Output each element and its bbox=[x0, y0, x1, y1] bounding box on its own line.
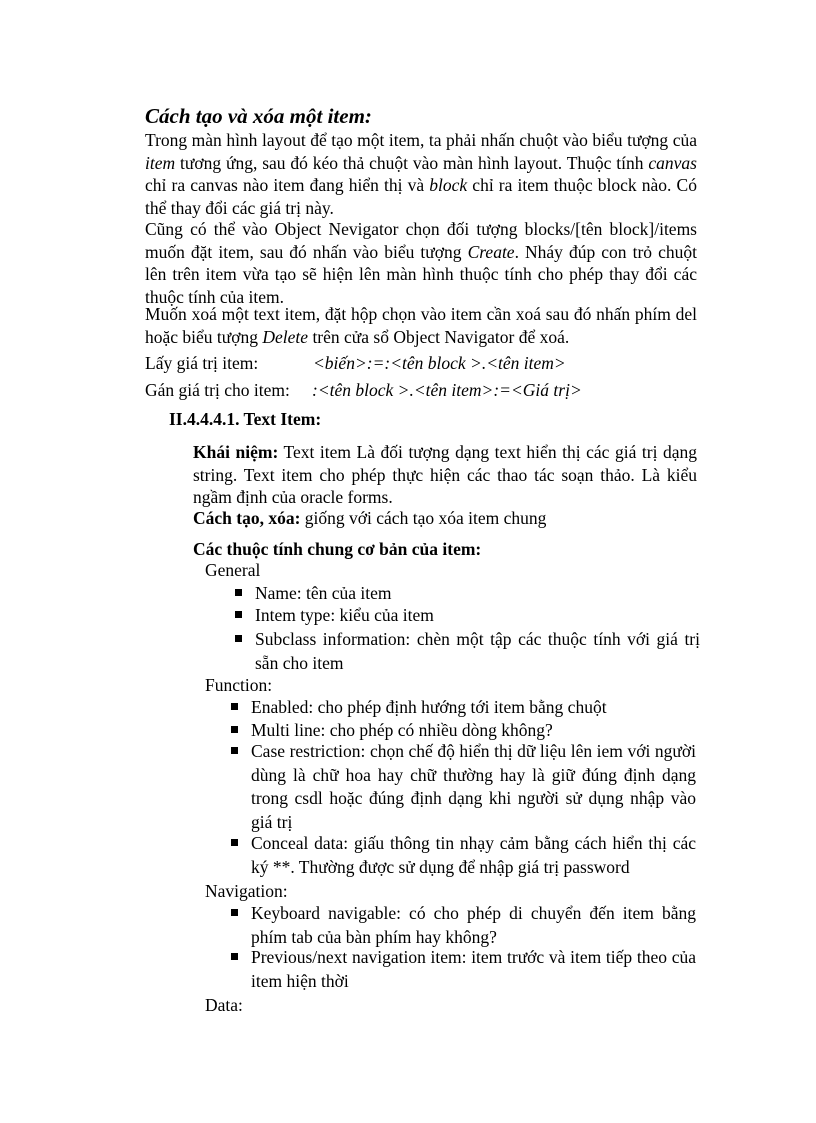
list-item: Conceal data: giấu thông tin nhạy cảm bằng cách hiển thị các ký **. Thường được sử dụng để nhập giá trị password bbox=[231, 832, 696, 879]
list-item: Multi line: cho phép có nhiều dòng không? bbox=[231, 719, 696, 743]
subsection-title: II.4.4.4.1. Text Item: bbox=[169, 409, 322, 429]
set-value-line bbox=[145, 379, 582, 401]
common-props-title: Các thuộc tính chung cơ bản của item: bbox=[193, 539, 482, 559]
list-item: Keyboard navigable: có cho phép di chuyển đến item bằng phím tab của bàn phím hay không? bbox=[231, 902, 696, 949]
common-props-heading bbox=[193, 538, 697, 561]
text-run: Trong màn hình layout để tạo một item, ta phải nhấn chuột vào biểu tượng của bbox=[145, 130, 697, 150]
section-title: Cách tạo và xóa một item: bbox=[145, 104, 372, 128]
list-item: Name: tên của item bbox=[235, 582, 700, 606]
paragraph-object-navigator bbox=[145, 218, 697, 308]
general-label: General bbox=[205, 560, 261, 580]
create-delete-paragraph bbox=[193, 507, 697, 530]
text-run-italic: Create bbox=[467, 241, 515, 262]
paragraph-delete-item bbox=[145, 303, 697, 348]
text-run: tương ứng, sau đó kéo thả chuột vào màn hình layout. Thuộc tính bbox=[175, 152, 649, 173]
data-label: Data: bbox=[205, 995, 243, 1015]
set-value-label: Gán giá trị cho item: bbox=[145, 380, 290, 400]
text-run-italic: canvas bbox=[648, 152, 697, 173]
get-value-syntax: <biến>:=:<tên block >.<tên item> bbox=[313, 353, 566, 373]
navigation-label: Navigation: bbox=[205, 881, 288, 901]
create-delete-label: Cách tạo, xóa: bbox=[193, 508, 301, 528]
text-run: trên cửa sổ Object Navigator để xoá. bbox=[308, 326, 570, 347]
list-item: Case restriction: chọn chế độ hiển thị dữ liệu lên iem với người dùng là chữ hoa hay chữ thường hay là giữ đúng định dạng trong csdl hoặc đúng định dạng khi người sử dụng nhập vào giá trị bbox=[231, 740, 696, 834]
text-run: chỉ ra item thuộc block nào. Có thể thay đổi các giá trị này. bbox=[145, 175, 697, 218]
list-item: Intem type: kiểu của item bbox=[235, 604, 700, 628]
text-run: . Nháy đúp con trỏ chuột lên trên item vừa tạo sẽ hiện lên màn hình thuộc tính cho phép thay đổi các thuộc tính của item. bbox=[145, 241, 697, 307]
text-run-italic: Delete bbox=[262, 326, 309, 347]
concept-paragraph bbox=[193, 441, 697, 509]
list-item: Subclass information: chèn một tập các thuộc tính với giá trị sẵn cho item bbox=[235, 628, 700, 675]
text-run: Muốn xoá một text item, đặt hộp chọn vào item cần xoá sau đó nhấn phím del hoặc biểu tượng bbox=[145, 304, 697, 347]
set-value-syntax: :<tên block >.<tên item>:=<Giá trị> bbox=[312, 380, 582, 400]
concept-text: Text item Là đối tượng dạng text hiển thị các giá trị dạng string. Text item cho phép thực hiện các thao tác soạn thảo. Là kiểu ngầm định của oracle forms. bbox=[193, 442, 698, 507]
function-label: Function: bbox=[205, 675, 273, 695]
list-item: Enabled: cho phép định hướng tới item bằng chuột bbox=[231, 696, 696, 720]
text-run-italic: item bbox=[145, 152, 176, 173]
concept-label: Khái niệm: bbox=[193, 442, 279, 462]
get-value-line bbox=[145, 352, 566, 374]
text-run: chỉ ra canvas nào item đang hiển thị và bbox=[145, 175, 430, 195]
get-value-label: Lấy giá trị item: bbox=[145, 353, 259, 373]
create-delete-text: giống với cách tạo xóa item chung bbox=[300, 508, 547, 528]
list-item: Previous/next navigation item: item trước và item tiếp theo của item hiện thời bbox=[231, 946, 696, 993]
text-run-italic: block bbox=[429, 175, 468, 195]
paragraph-create-item bbox=[145, 129, 697, 219]
text-run: Cũng có thể vào Object Nevigator chọn đối tượng blocks/[tên block]/items muốn đặt item, sau đó nhấn vào biểu tượng bbox=[145, 219, 697, 262]
